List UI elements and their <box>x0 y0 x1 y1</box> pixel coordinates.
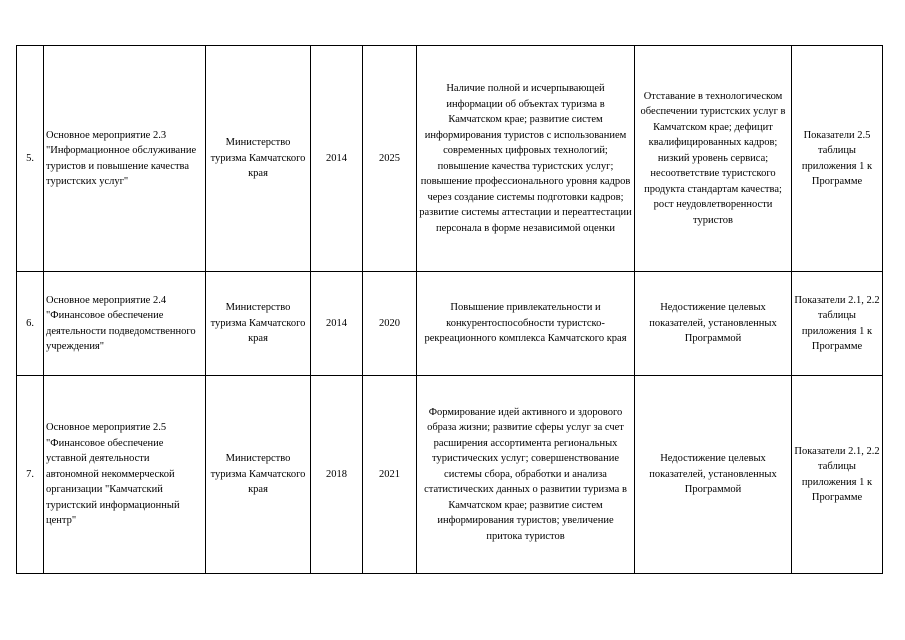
table-row <box>17 376 883 574</box>
row-number-cell: 7. <box>17 376 44 574</box>
executor-cell: Министерство туризма Камчатского края <box>206 272 311 376</box>
measure-name-cell: Основное мероприятие 2.4 "Финансовое обеспечение деятельности подведомственного учреждения" <box>44 272 206 376</box>
end-year-cell: 2025 <box>363 46 417 272</box>
end-year-cell: 2021 <box>363 376 417 574</box>
row-number-cell: 5. <box>17 46 44 272</box>
expected-result-cell: Наличие полной и исчерпывающей информации об объектах туризма в Камчатском крае; развитие систем информирования туристов с использованием современных цифровых технологий; повышение качества туристских услуг; повышение профессионального уровня кадров через создание системы подготовки кадров; развитие системы аттестации и переаттестации персонала в форме независимой оценки <box>417 46 635 272</box>
consequences-cell: Недостижение целевых показателей, установленных Программой <box>635 376 792 574</box>
consequences-cell: Отставание в технологическом обеспечении туристских услуг в Камчатском крае; дефицит квалифицированных кадров; низкий уровень сервиса; несоответствие туристского продукта стандартам качества; рост неудовлетворенности туристов <box>635 46 792 272</box>
end-year-cell: 2020 <box>363 272 417 376</box>
start-year-cell: 2014 <box>311 272 363 376</box>
table-row <box>17 46 883 272</box>
measure-name-cell: Основное мероприятие 2.3 "Информационное обслуживание туристов и повышение качества туристских услуг" <box>44 46 206 272</box>
executor-cell: Министерство туризма Камчатского края <box>206 46 311 272</box>
expected-result-cell: Повышение привлекательности и конкурентоспособности туристско-рекреационного комплекса Камчатского края <box>417 272 635 376</box>
consequences-cell: Недостижение целевых показателей, установленных Программой <box>635 272 792 376</box>
measure-name-cell: Основное мероприятие 2.5 "Финансовое обеспечение уставной деятельности автономной некоммерческой организации "Камчатский туристский информационный центр" <box>44 376 206 574</box>
table-row <box>17 272 883 376</box>
executor-cell: Министерство туризма Камчатского края <box>206 376 311 574</box>
measures-table <box>16 45 883 574</box>
start-year-cell: 2018 <box>311 376 363 574</box>
expected-result-cell: Формирование идей активного и здорового образа жизни; развитие сферы услуг за счет расширения ассортимента региональных туристических услуг; совершенствование системы сбора, обработки и анализа статистических данных о развитии туризма в Камчатском крае; развитие систем информирования туристов; увеличение притока туристов <box>417 376 635 574</box>
start-year-cell: 2014 <box>311 46 363 272</box>
indicators-cell: Показатели 2.5 таблицы приложения 1 к Программе <box>792 46 883 272</box>
indicators-cell: Показатели 2.1, 2.2 таблицы приложения 1 к Программе <box>792 376 883 574</box>
indicators-cell: Показатели 2.1, 2.2 таблицы приложения 1 к Программе <box>792 272 883 376</box>
row-number-cell: 6. <box>17 272 44 376</box>
